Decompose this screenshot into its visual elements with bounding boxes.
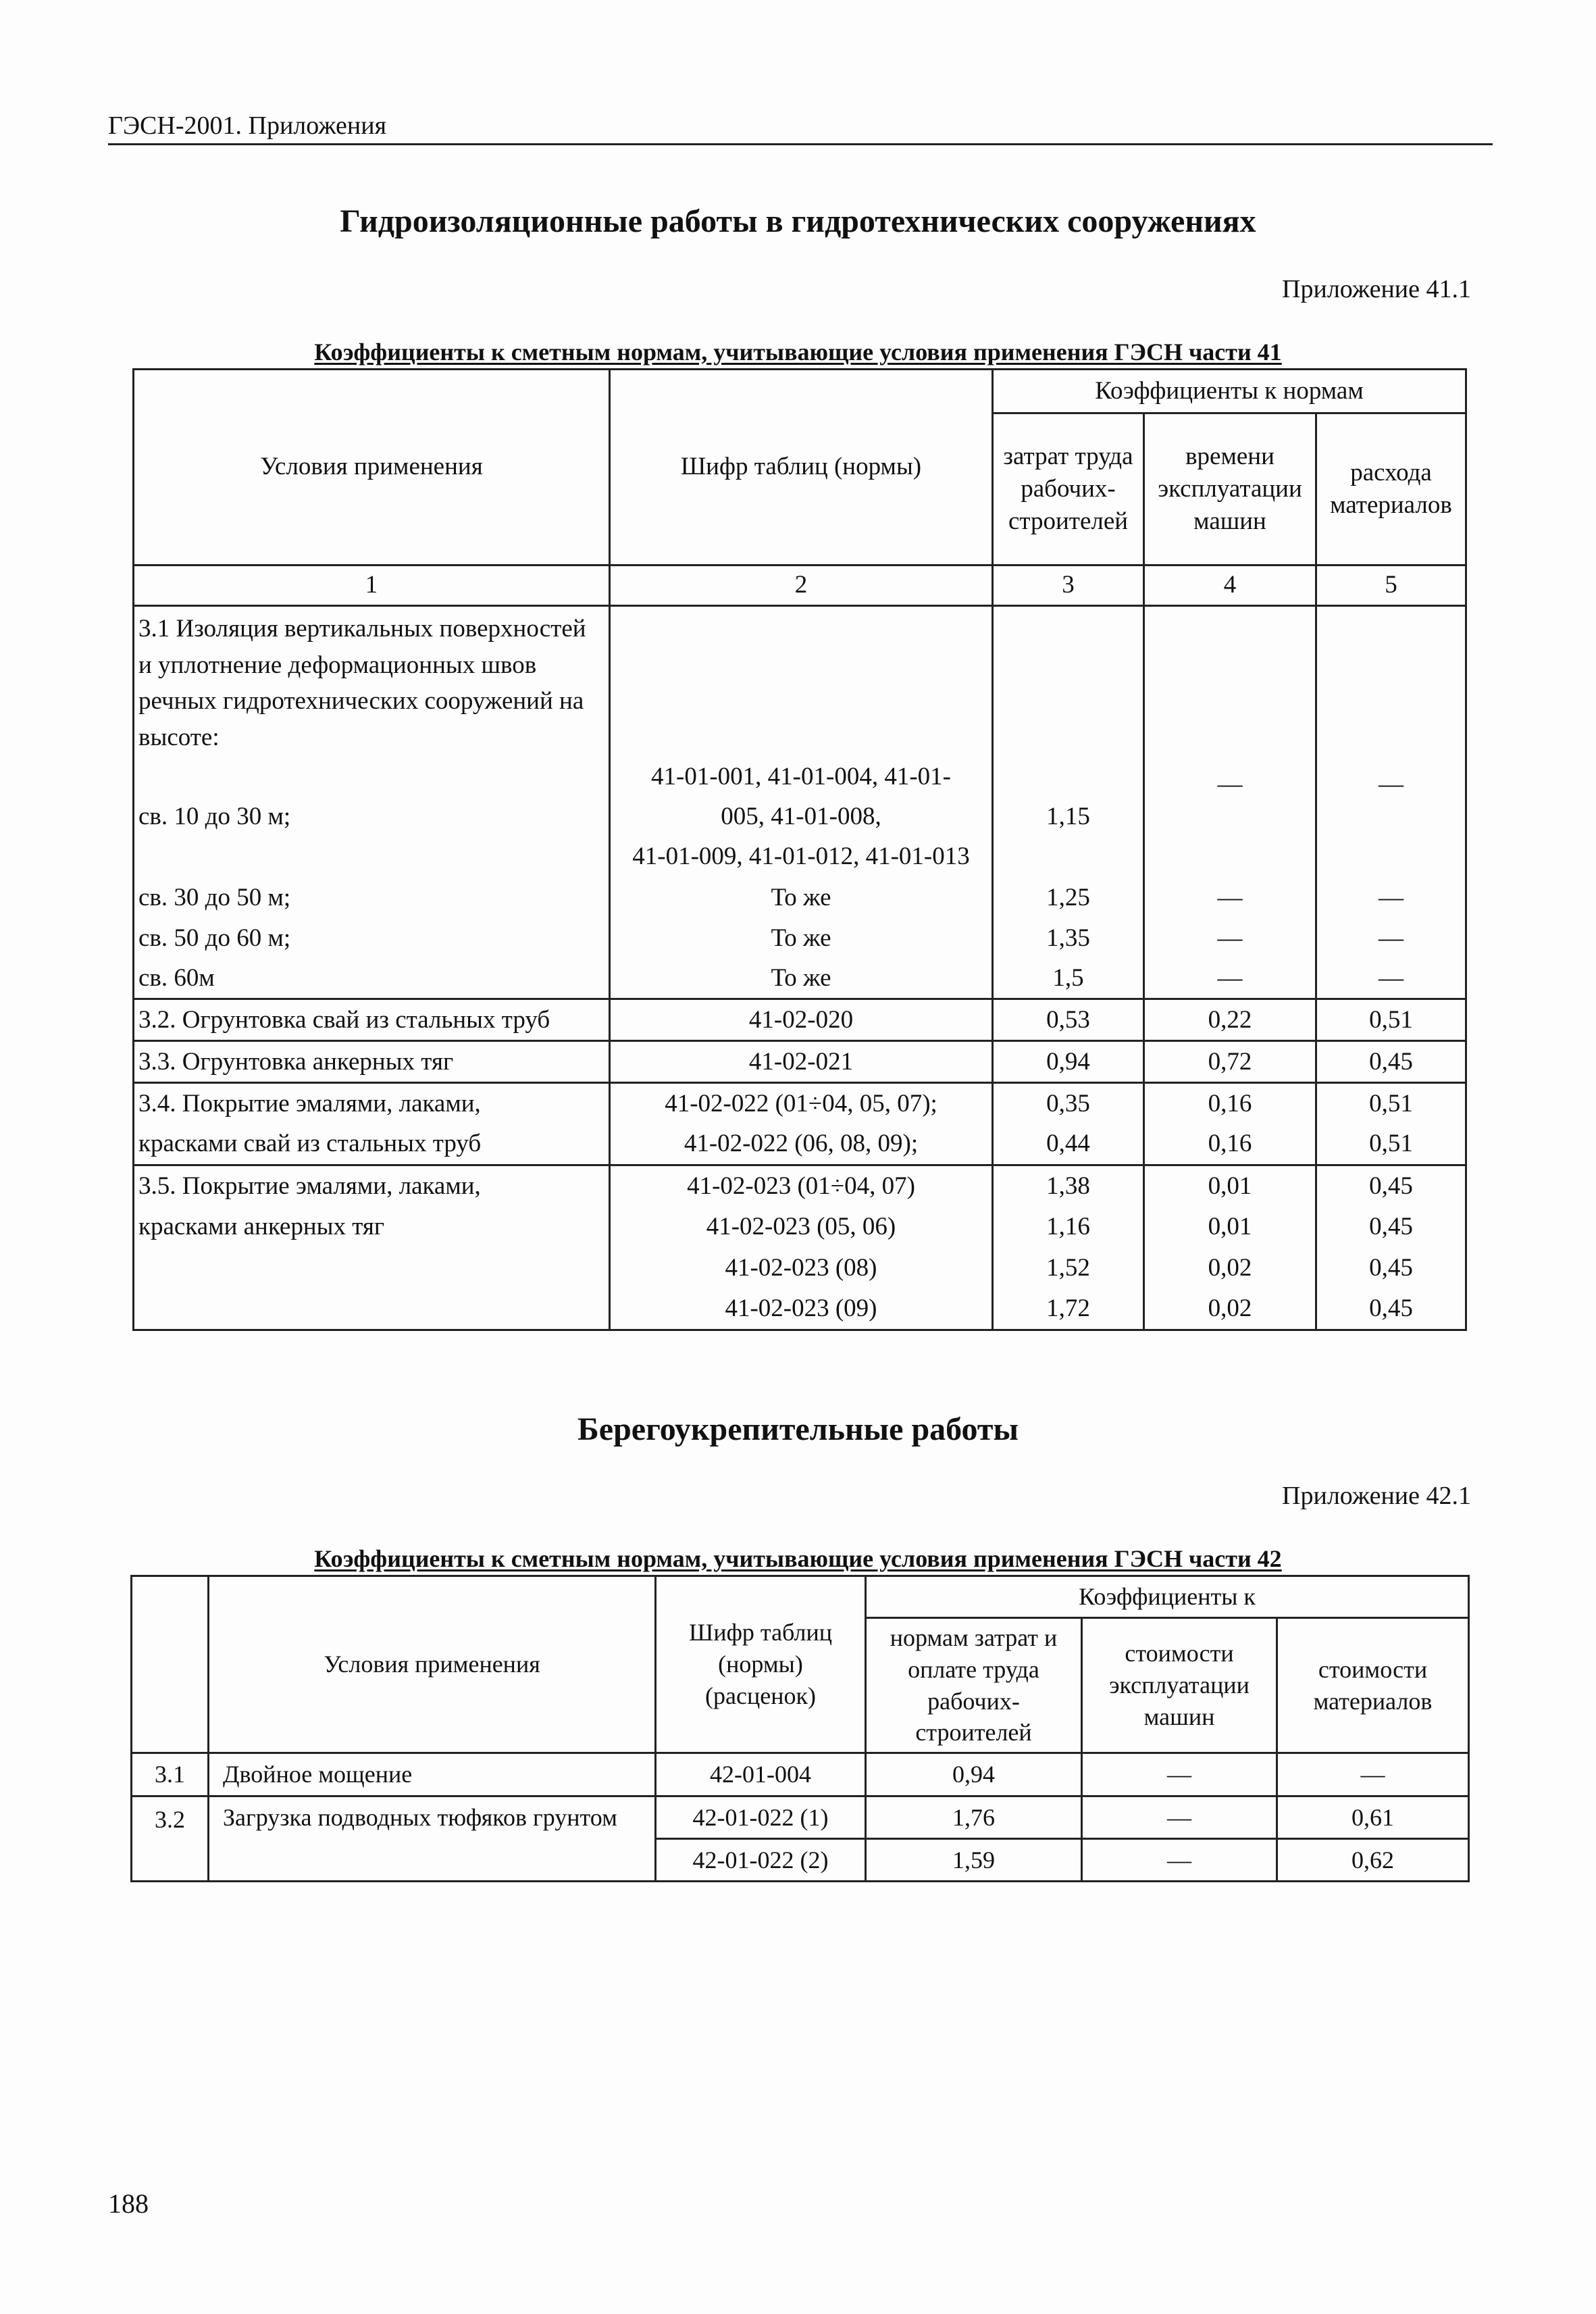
labor-cell: 1,72 — [993, 1289, 1144, 1330]
running-header: ГЭСН-2001. Приложения — [108, 111, 387, 140]
labor-cell: 0,44 — [993, 1124, 1144, 1165]
header-conditions: Условия применения — [134, 370, 610, 565]
section-title-42: Берегоукрепительные работы — [577, 1411, 1019, 1447]
table-caption-42: Коэффициенты к сметным нормам, учитывающие условия применения ГЭСН части 42 — [314, 1545, 1282, 1572]
header-coefficients-group: Коэффициенты к нормам — [993, 370, 1466, 413]
labor-cell: 0,94 — [993, 1041, 1144, 1083]
condition-cell: Двойное мощение — [209, 1753, 656, 1796]
materials-cell: — — [1316, 918, 1466, 959]
materials-cell: 0,45 — [1316, 1248, 1466, 1289]
code-cell — [610, 756, 993, 878]
labor-cell: 1,76 — [866, 1796, 1082, 1839]
code-cell: То же — [610, 878, 993, 918]
table-row — [132, 1753, 1469, 1796]
row-number: 3.2 — [132, 1796, 209, 1882]
materials-cell: 0,45 — [1316, 1165, 1466, 1207]
labor-cell: 0,94 — [866, 1753, 1082, 1796]
condition-cell: 3.2. Огрунтовка свай из стальных труб — [134, 999, 610, 1041]
condition-cell: св. 30 до 50 м; — [134, 878, 610, 918]
labor-cell: 1,15 — [993, 756, 1144, 878]
code-cell: То же — [610, 959, 993, 999]
table-row — [134, 606, 1466, 756]
code-cell: 41-02-020 — [610, 999, 993, 1041]
condition-cell: 3.5. Покрытие эмалями, лаками, — [134, 1165, 610, 1207]
condition-cell: св. 10 до 30 м; — [134, 756, 610, 878]
header-materials: расхода материалов — [1316, 413, 1466, 565]
machines-cell: — — [1144, 878, 1316, 918]
code-cell: 41-02-022 (06, 08, 09); — [610, 1124, 993, 1165]
materials-cell: 0,51 — [1316, 1083, 1466, 1124]
table-row — [134, 1083, 1466, 1124]
materials-cell: — — [1277, 1753, 1469, 1796]
materials-cell: — — [1316, 878, 1466, 918]
header-rule — [108, 143, 1493, 145]
header-labor: нормам затрат и оплате труда рабочих-строителей — [866, 1618, 1082, 1753]
table-row — [134, 999, 1466, 1041]
code-cell: 42-01-022 (2) — [656, 1839, 866, 1882]
materials-cell: 0,61 — [1277, 1796, 1469, 1839]
col-number: 3 — [993, 565, 1144, 606]
materials-cell: 0,45 — [1316, 1041, 1466, 1083]
materials-cell: — — [1316, 959, 1466, 999]
code-cell: То же — [610, 918, 993, 959]
code-cell: 41-02-021 — [610, 1041, 993, 1083]
condition-cell: св. 60м — [134, 959, 610, 999]
col-number: 2 — [610, 565, 993, 606]
materials-cell: 0,45 — [1316, 1289, 1466, 1330]
labor-cell: 1,25 — [993, 878, 1144, 918]
table-row — [134, 1289, 1466, 1330]
condition-cell: св. 50 до 60 м; — [134, 918, 610, 959]
labor-cell: 1,52 — [993, 1248, 1144, 1289]
section-title-41: Гидроизоляционные работы в гидротехнических сооружениях — [340, 203, 1256, 239]
col-number: 1 — [134, 565, 610, 606]
page-number: 188 — [108, 2188, 149, 2219]
machines-cell: — — [1082, 1796, 1277, 1839]
coefficients-table-42 — [130, 1575, 1470, 1882]
condition-cell: Загрузка подводных тюфяков грунтом — [209, 1796, 656, 1882]
code-cell: 41-02-023 (01÷04, 07) — [610, 1165, 993, 1207]
code-cell: 41-02-023 (05, 06) — [610, 1207, 993, 1248]
appendix-label-42: Приложение 42.1 — [1282, 1482, 1471, 1510]
code-cell: 42-01-004 — [656, 1753, 866, 1796]
labor-cell: 1,59 — [866, 1839, 1082, 1882]
table-row — [134, 1207, 1466, 1248]
condition-cell: 3.4. Покрытие эмалями, лаками, — [134, 1083, 610, 1124]
materials-cell: 0,45 — [1316, 1207, 1466, 1248]
header-materials: стоимости материалов — [1277, 1618, 1469, 1753]
machines-cell: 0,02 — [1144, 1289, 1316, 1330]
machines-cell: 0,02 — [1144, 1248, 1316, 1289]
labor-cell: 1,16 — [993, 1207, 1144, 1248]
machines-cell: 0,16 — [1144, 1124, 1316, 1165]
condition-cell: 3.3. Огрунтовка анкерных тяг — [134, 1041, 610, 1083]
code-line: 005, 41-01-008, — [721, 802, 881, 830]
group-title-3-1: 3.1 Изоляция вертикальных поверхностей и уплотнение деформационных швов речных гидротехнических сооружений на высоте: — [134, 606, 610, 756]
table-row — [134, 1248, 1466, 1289]
table-row — [134, 1124, 1466, 1165]
code-line: 41-01-009, 41-01-012, 41-01-013 — [632, 842, 970, 871]
header-code: Шифр таблиц (нормы) — [610, 370, 993, 565]
table-row — [134, 1041, 1466, 1083]
machines-cell: 0,72 — [1144, 1041, 1316, 1083]
header-machines: стоимости эксплуатации машин — [1082, 1618, 1277, 1753]
col-number: 4 — [1144, 565, 1316, 606]
header-machines: времени эксплуатации машин — [1144, 413, 1316, 565]
table-row — [134, 756, 1466, 878]
materials-cell: 0,62 — [1277, 1839, 1469, 1882]
condition-cell: красками анкерных тяг — [134, 1207, 610, 1248]
machines-cell: 0,01 — [1144, 1165, 1316, 1207]
labor-cell: 1,35 — [993, 918, 1144, 959]
code-line: 41-01-001, 41-01-004, 41-01- — [651, 762, 951, 790]
machines-cell: 0,16 — [1144, 1083, 1316, 1124]
table-row — [132, 1796, 1469, 1839]
table-caption-41: Коэффициенты к сметным нормам, учитывающие условия применения ГЭСН части 41 — [314, 338, 1282, 366]
condition-cell: красками свай из стальных труб — [134, 1124, 610, 1165]
labor-cell: 0,35 — [993, 1083, 1144, 1124]
code-cell: 41-02-022 (01÷04, 05, 07); — [610, 1083, 993, 1124]
materials-cell: 0,51 — [1316, 999, 1466, 1041]
code-cell: 41-02-023 (08) — [610, 1248, 993, 1289]
materials-cell: 0,51 — [1316, 1124, 1466, 1165]
header-conditions: Условия применения — [209, 1576, 656, 1753]
machines-cell: — — [1082, 1839, 1277, 1882]
labor-cell: 1,5 — [993, 959, 1144, 999]
machines-cell: — — [1144, 959, 1316, 999]
machines-cell: 0,22 — [1144, 999, 1316, 1041]
table-row — [134, 959, 1466, 999]
header-labor: затрат труда рабочих-строителей — [993, 413, 1144, 565]
labor-cell: 0,53 — [993, 999, 1144, 1041]
machines-cell: — — [1144, 756, 1316, 878]
coefficients-table-41 — [132, 368, 1467, 1331]
col-number: 5 — [1316, 565, 1466, 606]
labor-cell: 1,38 — [993, 1165, 1144, 1207]
appendix-label-41: Приложение 41.1 — [1282, 275, 1471, 303]
code-cell: 42-01-022 (1) — [656, 1796, 866, 1839]
table-row — [134, 918, 1466, 959]
code-cell: 41-02-023 (09) — [610, 1289, 993, 1330]
header-code: Шифр таблиц (нормы) (расценок) — [656, 1576, 866, 1753]
row-number: 3.1 — [132, 1753, 209, 1796]
table-row — [134, 1165, 1466, 1207]
machines-cell: 0,01 — [1144, 1207, 1316, 1248]
machines-cell: — — [1082, 1753, 1277, 1796]
header-coefficients-group: Коэффициенты к — [866, 1576, 1469, 1618]
materials-cell: — — [1316, 756, 1466, 878]
machines-cell: — — [1144, 918, 1316, 959]
table-row — [134, 878, 1466, 918]
